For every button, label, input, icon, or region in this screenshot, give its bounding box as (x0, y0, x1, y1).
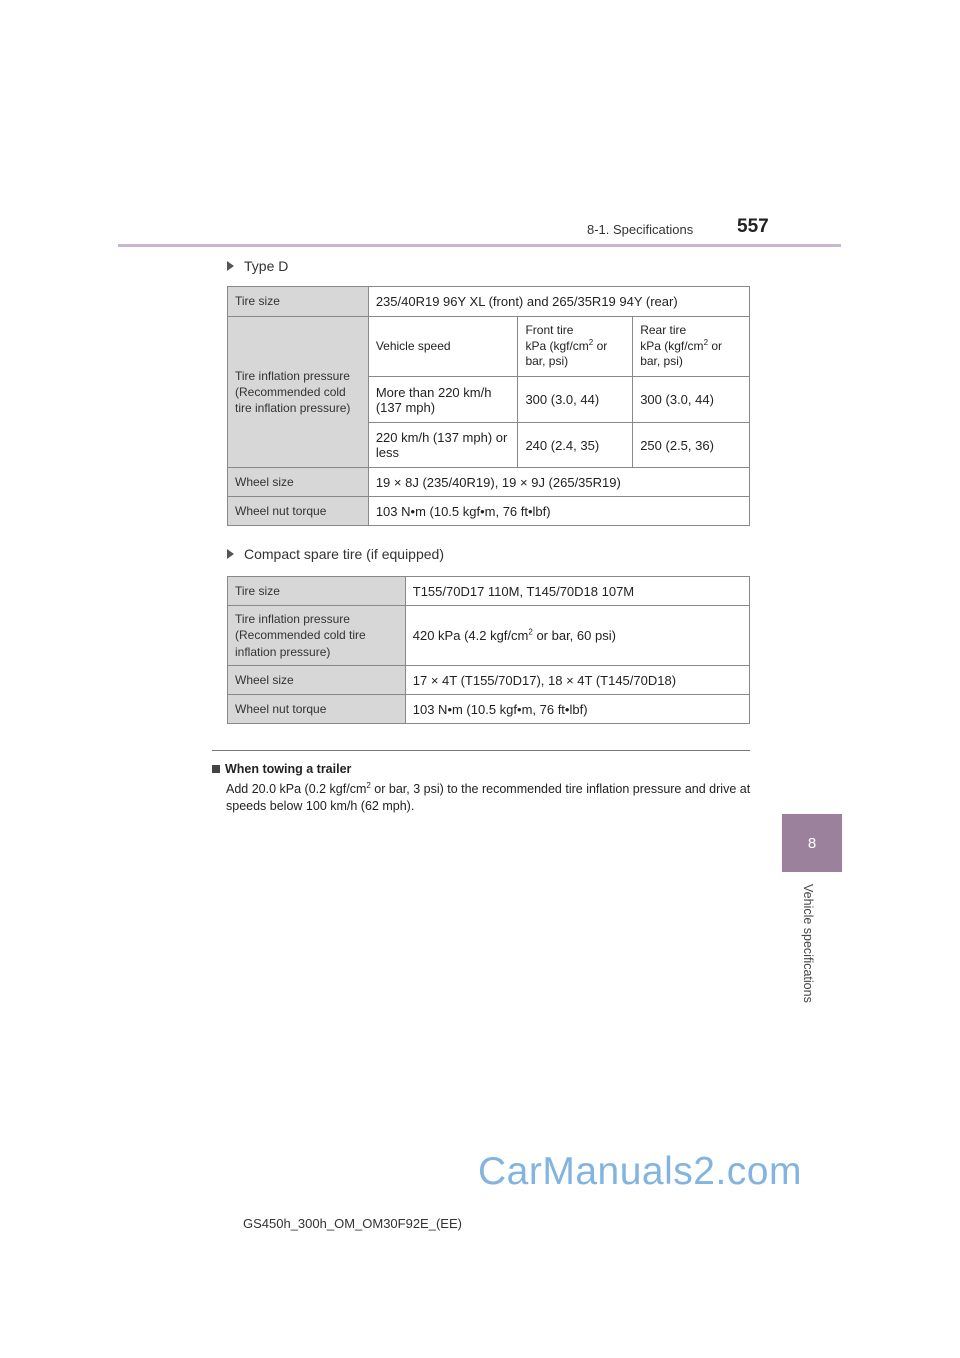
rear-pressure-cell: 300 (3.0, 44) (633, 377, 750, 423)
header-divider (118, 244, 841, 247)
wheel-size-value: 17 × 4T (T155/70D17), 18 × 4T (T145/70D18) (405, 666, 749, 695)
speed-cell: More than 220 km/h (137 mph) (368, 377, 518, 423)
table-row (228, 666, 750, 695)
tire-size-label: Tire size (228, 577, 406, 606)
footer-code: GS450h_300h_OM_OM30F92E_(EE) (243, 1216, 462, 1231)
spare-heading-text: Compact spare tire (if equipped) (244, 546, 444, 562)
type-d-heading-text: Type D (244, 258, 289, 274)
chapter-tab[interactable] (782, 814, 842, 872)
chapter-title: Vehicle specifications (801, 884, 815, 1003)
bullet-triangle-icon (227, 549, 234, 559)
inflation-label: Tire inflation pressure (Recommended cold tire inflation pressure) (228, 606, 406, 666)
table-row (228, 695, 750, 724)
wheel-nut-torque-label: Wheel nut torque (228, 695, 406, 724)
table-row (228, 317, 750, 377)
tire-size-value: T155/70D17 110M, T145/70D18 107M (405, 577, 749, 606)
front-pressure-cell: 300 (3.0, 44) (518, 377, 633, 423)
table-row (228, 497, 750, 526)
bullet-triangle-icon (227, 261, 234, 271)
wheel-nut-torque-label: Wheel nut torque (228, 497, 369, 526)
tire-size-label: Tire size (228, 287, 369, 317)
watermark: CarManuals2.com (478, 1150, 802, 1193)
note-title: When towing a trailer (225, 762, 352, 776)
table-row (228, 577, 750, 606)
col-vehicle-speed: Vehicle speed (368, 317, 518, 377)
tire-size-value: 235/40R19 96Y XL (front) and 265/35R19 94Y (rear) (368, 287, 749, 317)
note-heading (212, 762, 351, 776)
inflation-label: Tire inflation pressure (Recommended cold tire inflation pressure) (228, 317, 369, 468)
speed-cell: 220 km/h (137 mph) or less (368, 423, 518, 468)
wheel-size-label: Wheel size (228, 468, 369, 497)
spare-spec-table (227, 576, 750, 724)
note-divider (212, 750, 750, 751)
rear-pressure-cell: 250 (2.5, 36) (633, 423, 750, 468)
spare-heading (227, 546, 444, 562)
col-rear-tire: Rear tire kPa ($kgf/cm^2$ or bar, psi) (633, 317, 750, 377)
type-d-spec-table (227, 286, 750, 526)
wheel-nut-torque-value: 103 N•m (10.5 kgf•m, 76 ft•lbf) (405, 695, 749, 724)
page-number: 557 (737, 216, 769, 237)
front-pressure-cell: 240 (2.4, 35) (518, 423, 633, 468)
section-title: 8-1. Specifications (587, 222, 694, 237)
inflation-value: 420 kPa (4.2 kgf/$cm^2$ or bar, 60 psi) (405, 606, 749, 666)
square-bullet-icon (212, 765, 220, 773)
col-front-tire: Front tire kPa ($kgf/cm^2$ or bar, psi) (518, 317, 633, 377)
table-row (228, 287, 750, 317)
table-row (228, 606, 750, 666)
note-text: Add 20.0 kPa (0.2 kgf/$cm^2$ or bar, 3 psi) to the recommended tire inflation pressure and drive at speeds below 100 km/h (62 mph). (226, 780, 751, 813)
type-d-heading (227, 258, 288, 274)
chapter-side-label (800, 884, 830, 1024)
wheel-nut-torque-value: 103 N•m (10.5 kgf•m, 76 ft•lbf) (368, 497, 749, 526)
chapter-number: 8 (807, 834, 817, 852)
wheel-size-value: 19 × 8J (235/40R19), 19 × 9J (265/35R19) (368, 468, 749, 497)
table-row (228, 468, 750, 497)
wheel-size-label: Wheel size (228, 666, 406, 695)
